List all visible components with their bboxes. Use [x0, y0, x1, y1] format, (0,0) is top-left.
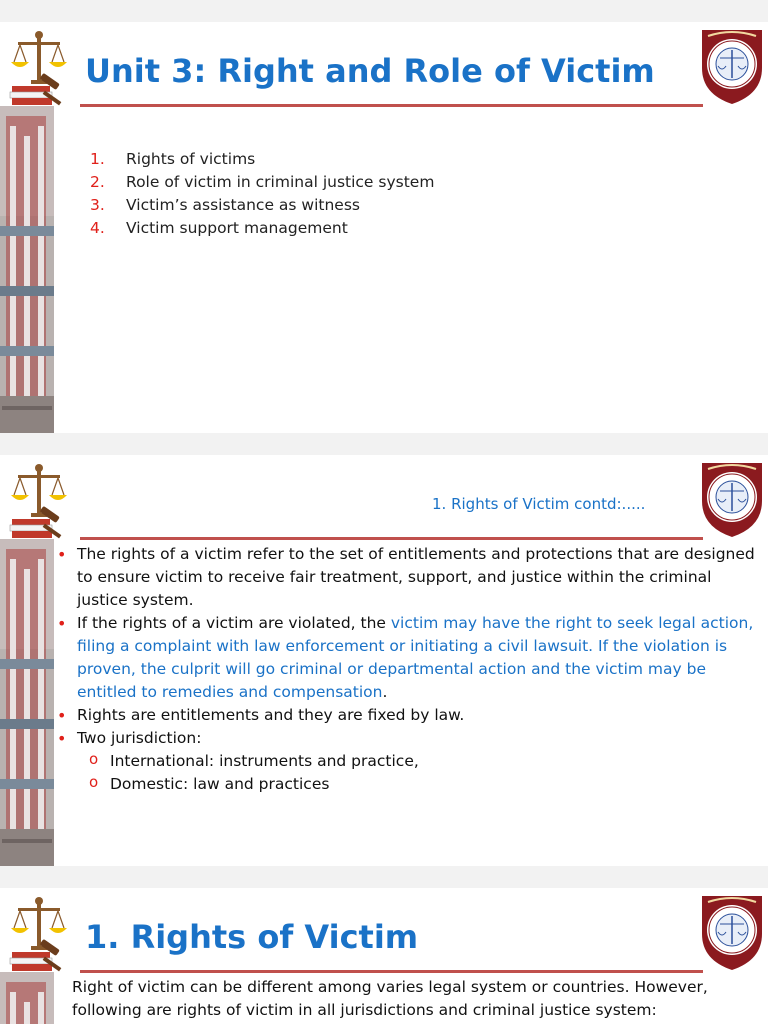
- building-photo: [0, 106, 54, 433]
- title-divider: [80, 970, 703, 973]
- bullet-icon: •: [57, 706, 67, 725]
- title-divider: [80, 104, 703, 107]
- topic-item: 2. Role of victim in criminal justice system: [90, 173, 435, 191]
- sub-bullet-list: [77, 750, 757, 796]
- title-divider: [80, 537, 703, 540]
- bullet-item: • Two jurisdiction: o International: instruments and practice, o Domestic: law and practices: [57, 727, 757, 796]
- building-photo: [0, 972, 54, 1024]
- slide-title: 1. Rights of Victim: [85, 918, 419, 956]
- circle-bullet-icon: o: [89, 750, 99, 768]
- circle-bullet-icon: o: [89, 773, 99, 791]
- slide-subtitle: 1. Rights of Victim contd:.....: [432, 495, 646, 513]
- intro-paragraph: Right of victim can be different among varies legal system or countries. However, following are rights of victim in all jurisdictions and criminal justice system:: [72, 978, 708, 1019]
- bullet-list: [57, 543, 757, 796]
- slide-unit3-overview: [0, 22, 768, 433]
- slide-title: Unit 3: Right and Role of Victim: [85, 52, 655, 90]
- bullet-icon: •: [57, 729, 67, 748]
- college-seal-icon: [698, 892, 766, 972]
- bullet-item: • Rights are entitlements and they are fixed by law.: [57, 706, 465, 725]
- topic-item: 4. Victim support management: [90, 219, 348, 237]
- sub-bullet-item: o International: instruments and practice,: [89, 750, 419, 770]
- scales-gavel-books-icon: [6, 28, 72, 110]
- college-seal-icon: [698, 26, 766, 106]
- topic-item: 1. Rights of victims: [90, 150, 256, 168]
- bullet-item: • The rights of a victim refer to the set of entitlements and protections that are designed to ensure victim to receive fair treatment, support, and justice within the criminal justice system.: [57, 545, 755, 609]
- topic-item: 3. Victim’s assistance as witness: [90, 196, 360, 214]
- slide-rights-of-victim: [0, 888, 768, 1024]
- sub-bullet-item: o Domestic: law and practices: [89, 773, 330, 793]
- building-photo: [0, 539, 54, 866]
- scales-gavel-books-icon: [6, 461, 72, 543]
- highlighted-text: victim may have the right to seek legal action, filing a complaint with law enforcement or initiating a civil lawsuit. If the violation is proven, the culprit will go criminal or departmental action and the victim may be entitled to remedies and compensation: [77, 614, 754, 701]
- bullet-item: • If the rights of a victim are violated, the victim may have the right to seek legal action, filing a complaint with law enforcement or initiating a civil lawsuit. If the violation is proven, the culprit will go criminal or departmental action and the victim may be entitled to remedies and compensation.: [57, 614, 754, 701]
- slide-rights-contd: [0, 455, 768, 866]
- bullet-icon: •: [57, 545, 67, 564]
- scales-gavel-books-icon: [6, 894, 72, 976]
- topic-list: [90, 148, 434, 240]
- bullet-icon: •: [57, 614, 67, 633]
- college-seal-icon: [698, 459, 766, 539]
